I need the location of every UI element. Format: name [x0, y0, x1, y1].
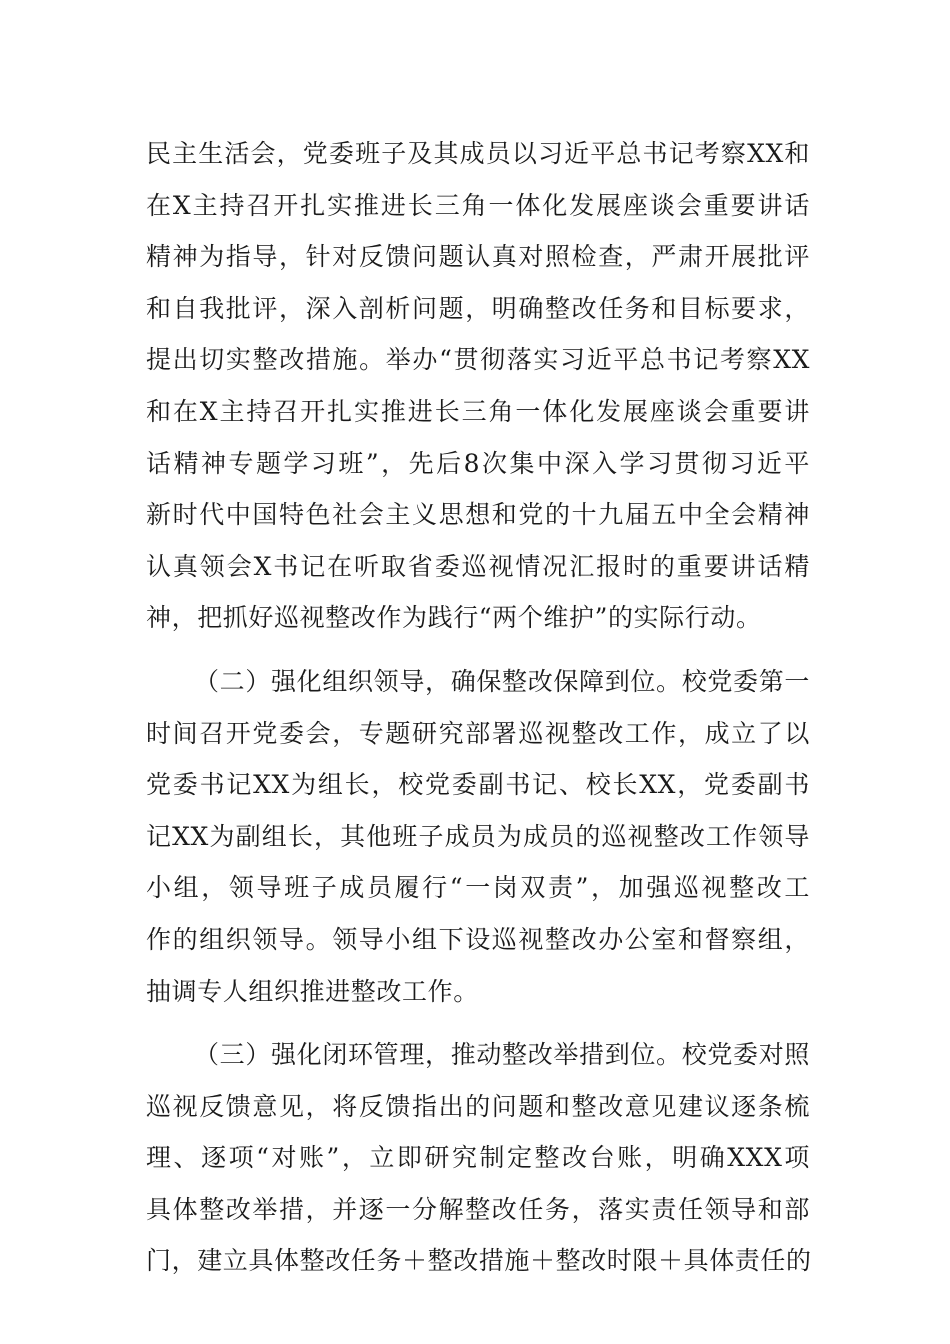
text-line: 话精神专题学习班”，先后8次集中深入学习贯彻习近平 [146, 448, 810, 478]
text-line: 民主生活会，党委班子及其成员以习近平总书记考察XX和 [146, 139, 810, 168]
text-line: 巡视反馈意见，将反馈指出的问题和整改意见建议逐条梳 [146, 1091, 810, 1121]
text-line: 具体整改举措，并逐一分解整改任务，落实责任领导和部 [146, 1194, 810, 1224]
text-line: 提出切实整改措施。举办“贯彻落实习近平总书记考察XX [146, 345, 810, 375]
text-line: （三）强化闭环管理，推动整改举措到位。校党委对照 [194, 1040, 810, 1070]
text-line: 新时代中国特色社会主义思想和党的十九届五中全会精神 [146, 500, 810, 530]
text-line: （二）强化组织领导，确保整改保障到位。校党委第一 [194, 666, 810, 696]
paragraph-3 [146, 1029, 810, 1287]
text-line: 作的组织领导。领导小组下设巡视整改办公室和督察组， [146, 924, 810, 954]
text-line: 党委书记XX为组长，校党委副书记、校长XX，党委副书 [146, 770, 810, 800]
text-line: 精神为指导，针对反馈问题认真对照检查，严肃开展批评 [146, 242, 810, 272]
text-line: 神，把抓好巡视整改作为践行“两个维护”的实际行动。 [146, 603, 762, 633]
document-body [146, 128, 810, 1287]
paragraph-spacer [146, 644, 810, 656]
text-line: 和自我批评，深入剖析问题，明确整改任务和目标要求， [146, 293, 810, 323]
text-line: 理、逐项“对账”，立即研究制定整改台账，明确XXX项 [146, 1143, 810, 1173]
text-line: 和在X主持召开扎实推进长三角一体化发展座谈会重要讲 [146, 396, 810, 426]
text-line: 时间召开党委会，专题研究部署巡视整改工作，成立了以 [146, 718, 810, 748]
paragraph-2 [146, 656, 810, 1017]
text-line: 认真领会X书记在听取省委巡视情况汇报时的重要讲话精 [146, 551, 810, 581]
text-line: 在X主持召开扎实推进长三角一体化发展座谈会重要讲话 [146, 190, 810, 220]
paragraph-1 [146, 128, 810, 644]
paragraph-spacer [146, 1017, 810, 1029]
text-line: 抽调专人组织推进整改工作。 [146, 976, 479, 1006]
text-line: 记XX为副组长，其他班子成员为成员的巡视整改工作领导 [146, 821, 810, 851]
text-line: 门，建立具体整改任务＋整改措施＋整改时限＋具体责任的 [146, 1246, 812, 1276]
text-line: 小组，领导班子成员履行“一岗双责”，加强巡视整改工 [146, 873, 810, 903]
